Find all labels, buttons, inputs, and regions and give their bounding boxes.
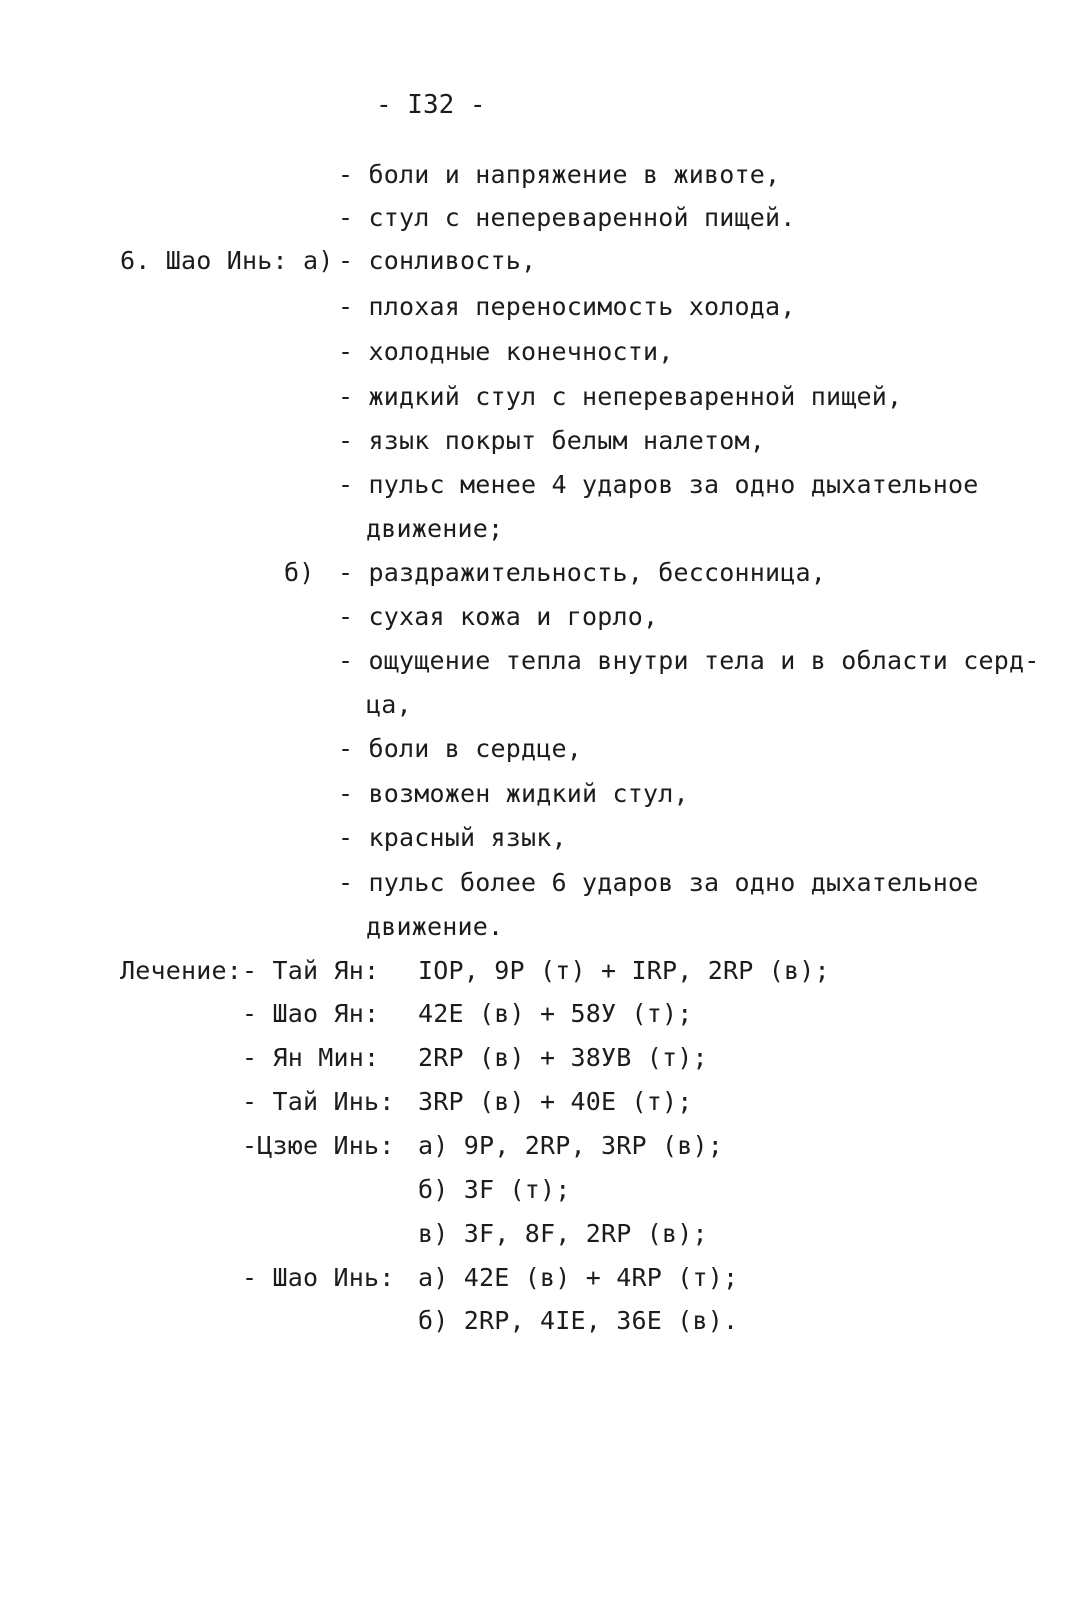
list-item: - возможен жидкий стул,	[338, 779, 689, 808]
list-item: - язык покрыт белым налетом,	[338, 426, 766, 455]
list-item-continuation: ца,	[366, 690, 412, 719]
treatment-value: 2RP (в) + 38УВ (т);	[418, 1043, 708, 1072]
list-item-continuation: движение;	[366, 514, 504, 543]
list-item: - ощущение тепла внутри тела и в области серд-	[338, 646, 1040, 675]
list-item: - боли и напряжение в животе,	[338, 160, 781, 189]
treatment-value: в) 3F, 8F, 2RP (в);	[418, 1219, 708, 1248]
section-heading: 6. Шао Инь: а)	[120, 246, 334, 275]
list-item: - холодные конечности,	[338, 337, 674, 366]
list-item-continuation: движение.	[366, 912, 504, 941]
list-item: - сонливость,	[338, 246, 537, 275]
treatment-value: б) 2RP, 4IE, 36E (в).	[418, 1306, 739, 1335]
treatment-name: - Тай Ян:	[242, 956, 380, 985]
list-item: - пульс менее 4 ударов за одно дыхательное	[338, 470, 979, 499]
treatment-value: 3RP (в) + 40E (т);	[418, 1087, 693, 1116]
list-item: - плохая переносимость холода,	[338, 292, 796, 321]
list-item: - стул с непереваренной пищей.	[338, 203, 796, 232]
treatment-name: - Шао Инь:	[242, 1263, 395, 1292]
list-item: - сухая кожа и горло,	[338, 602, 659, 631]
list-item: - красный язык,	[338, 823, 567, 852]
list-item: - боли в сердце,	[338, 734, 583, 763]
page-number: - I32 -	[376, 90, 486, 120]
list-item: - жидкий стул с непереваренной пищей,	[338, 382, 903, 411]
treatment-value: IOP, 9P (т) + IRP, 2RP (в);	[418, 956, 830, 985]
treatment-value: а) 9P, 2RP, 3RP (в);	[418, 1131, 724, 1160]
treatment-value: а) 42E (в) + 4RP (т);	[418, 1263, 739, 1292]
treatment-name: - Шао Ян:	[242, 999, 380, 1028]
treatment-name: - Тай Инь:	[242, 1087, 395, 1116]
treatment-value: б) 3F (т);	[418, 1175, 571, 1204]
list-item: - пульс более 6 ударов за одно дыхательное	[338, 868, 979, 897]
group-label: б)	[284, 558, 315, 587]
treatment-label: Лечение:	[120, 956, 243, 985]
list-item: - раздражительность, бессонница,	[338, 558, 827, 587]
treatment-name: -Цзюе Инь:	[242, 1131, 395, 1160]
treatment-value: 42E (в) + 58У (т);	[418, 999, 693, 1028]
treatment-name: - Ян Мин:	[242, 1043, 380, 1072]
